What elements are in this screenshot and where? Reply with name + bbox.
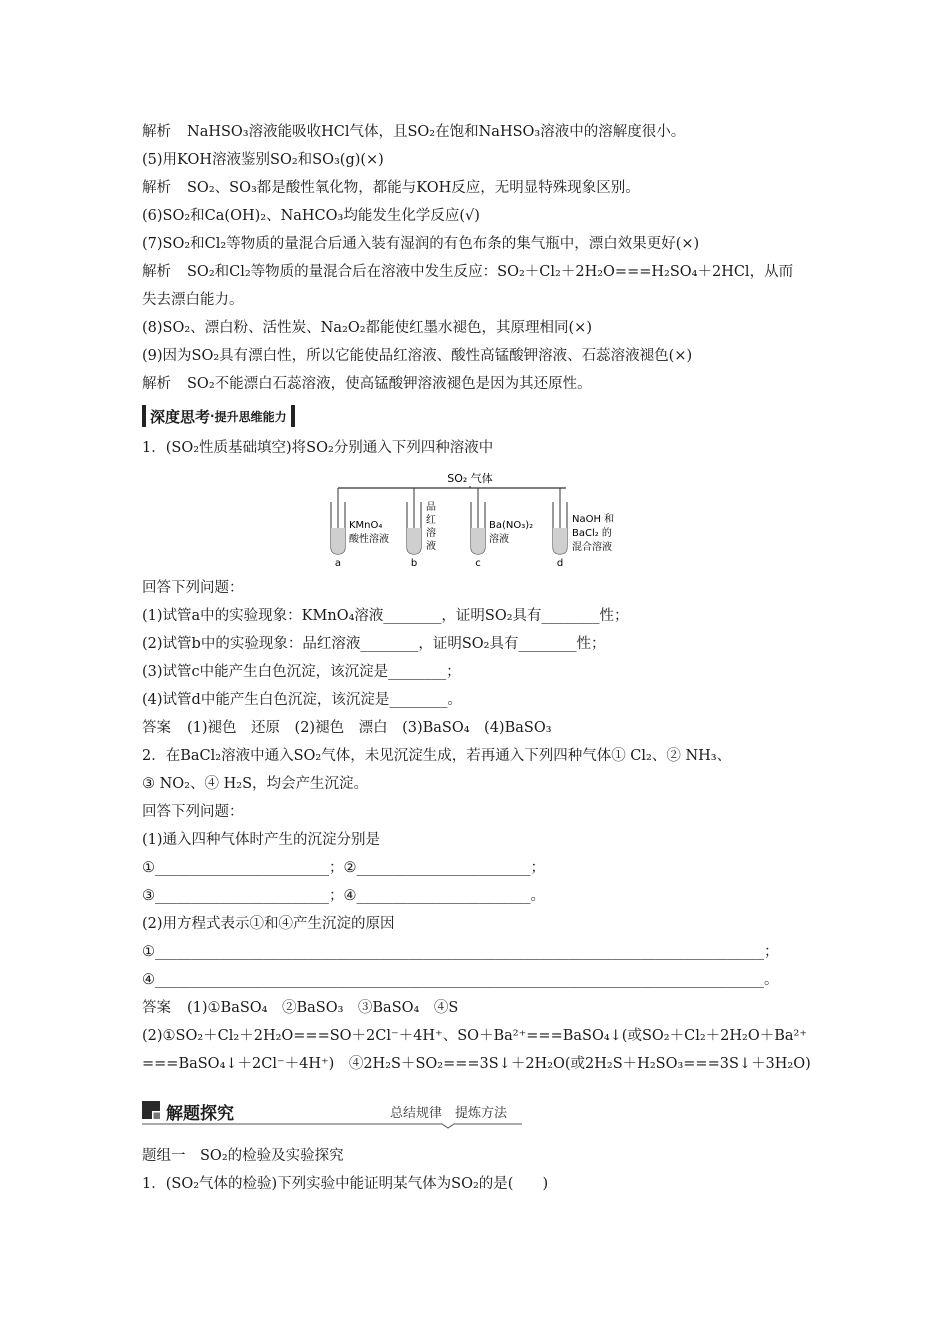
question-2-stem: 2．在BaCl₂溶液中通入SO₂气体，未见沉淀生成，若再通入下列四种气体① Cl₂、② NH₃、	[142, 748, 732, 764]
answer-text: (1)褪色 还原 (2)褪色 漂白 (3)BaSO₄ (4)BaSO₃	[187, 720, 552, 736]
section-subtitle: 总结规律 提炼方法	[390, 1106, 508, 1121]
analysis-text: SO₂、SO₃都是酸性氧化物，都能与KOH反应，无明显特殊现象区别。	[187, 180, 640, 196]
tube-b-label-3: 溶	[426, 528, 436, 539]
statement-line: (5)用KOH溶液鉴别SO₂和SO₃(g)(×)	[142, 152, 384, 168]
tube-b-label-2: 红	[426, 515, 436, 526]
section-header	[142, 1096, 522, 1128]
deep-thinking-banner	[142, 403, 295, 429]
question-1-item: (3)试管c中能产生白色沉淀，该沉淀是________；	[142, 664, 461, 680]
tube-c-letter: c	[475, 558, 481, 569]
statement-line: (7)SO₂和Cl₂等物质的量混合后通入装有湿润的有色布条的集气瓶中，漂白效果更好(×)	[142, 236, 700, 252]
analysis-label: 解析	[142, 376, 171, 392]
section-title: 解题探究	[166, 1104, 234, 1124]
question-2-stem-continued: ③ NO₂、④ H₂S，均会产生沉淀。	[142, 776, 368, 792]
analysis-text: SO₂和Cl₂等物质的量混合后在溶液中发生反应：SO₂＋Cl₂＋2H₂O===H₂SO₄＋2HCl，从而	[187, 264, 794, 280]
group-question-1: 1．(SO₂气体的检验)下列实验中能证明某气体为SO₂的是( )	[142, 1176, 549, 1192]
tube-c-label-1: Ba(NO₃)₂	[489, 520, 534, 531]
question-2-sub-2: (2)用方程式表示①和④产生沉淀的原因	[142, 916, 395, 932]
banner-title: 深度思考	[150, 407, 211, 426]
banner-subtitle: 提升思维能力	[214, 409, 287, 424]
question-2-blank-4: ④____________________________________________________________________________________。	[142, 972, 779, 988]
question-1-item: (1)试管a中的实验现象：KMnO₄溶液________，证明SO₂具有________性；	[142, 608, 629, 624]
tube-b-liquid	[407, 528, 421, 554]
question-1-stem: 1．(SO₂性质基础填空)将SO₂分别通入下列四种溶液中	[142, 440, 494, 456]
gas-label: SO₂ 气体	[447, 472, 493, 485]
tube-d-letter: d	[556, 558, 564, 569]
analysis-label: 解析	[142, 124, 171, 140]
tube-b	[407, 488, 436, 569]
tube-c-liquid	[471, 528, 485, 554]
banner-left-bracket	[142, 405, 146, 427]
statement-line: (6)SO₂和Ca(OH)₂、NaHCO₃均能发生化学反应(√)	[142, 208, 480, 224]
question-2-answer-line-3: ===BaSO₄↓＋2Cl⁻＋4H⁺) ④2H₂S＋SO₂===3S↓＋2H₂O(或2H₂S＋H₂SO₃===3S↓＋3H₂O)	[142, 1056, 811, 1072]
answer-label: 答案	[142, 1000, 171, 1016]
answer-text: (1)①BaSO₄ ②BaSO₃ ③BaSO₄ ④S	[187, 1000, 459, 1016]
question-2-answer	[142, 998, 458, 1018]
analysis-label: 解析	[142, 264, 171, 280]
analysis-line	[142, 178, 640, 198]
statement-line: (8)SO₂、漂白粉、活性炭、Na₂O₂都能使红墨水褪色，其原理相同(×)	[142, 320, 592, 336]
tube-d-label-3: 混合溶液	[572, 542, 612, 553]
question-2-blanks-2: ③________________________；④________________________。	[142, 888, 545, 904]
banner-dot: ·	[210, 409, 215, 423]
tube-c	[471, 488, 533, 569]
tube-a-liquid	[331, 528, 345, 554]
group-title: 题组一 SO₂的检验及实验探究	[142, 1148, 344, 1164]
question-2-prompt: 回答下列问题：	[142, 804, 244, 820]
question-2-blank-3: ①____________________________________________________________________________________；	[142, 944, 779, 960]
tube-d-label-2: BaCl₂ 的	[572, 528, 612, 539]
tube-d-liquid	[553, 528, 567, 554]
tube-a-letter: a	[334, 558, 342, 569]
analysis-label: 解析	[142, 180, 171, 196]
test-tube-figure	[320, 470, 640, 570]
analysis-line	[142, 262, 793, 282]
tube-d-label-1: NaOH 和	[572, 514, 615, 525]
tube-b-label-1: 品	[426, 502, 436, 513]
tube-b-label-4: 液	[426, 541, 436, 552]
answer-label: 答案	[142, 720, 171, 736]
tube-c-label-2: 溶液	[489, 534, 509, 545]
tube-a-label-2: 酸性溶液	[349, 534, 389, 545]
question-1-item: (2)试管b中的实验现象：品红溶液________，证明SO₂具有________性；	[142, 636, 606, 652]
question-1-item: (4)试管d中能产生白色沉淀，该沉淀是________。	[142, 692, 462, 708]
tube-b-letter: b	[410, 558, 418, 569]
question-1-answer	[142, 718, 552, 738]
tube-d	[553, 488, 614, 569]
banner-right-bracket	[291, 405, 295, 427]
analysis-line	[142, 122, 685, 142]
section-rule	[142, 1123, 522, 1129]
tube-a	[331, 488, 389, 569]
question-2-blanks-1: ①________________________；②________________________；	[142, 860, 545, 876]
tube-a-label-1: KMnO₄	[349, 520, 383, 531]
analysis-line	[142, 374, 592, 394]
statement-line: (9)因为SO₂具有漂白性，所以它能使品红溶液、酸性高锰酸钾溶液、石蕊溶液褪色(×)	[142, 348, 693, 364]
section-square-icon	[142, 1101, 160, 1119]
analysis-text: SO₂不能漂白石蕊溶液，使高锰酸钾溶液褪色是因为其还原性。	[187, 376, 592, 392]
analysis-text: NaHSO₃溶液能吸收HCl气体，且SO₂在饱和NaHSO₃溶液中的溶解度很小。	[187, 124, 686, 140]
continuation-line: 失去漂白能力。	[142, 292, 244, 308]
question-2-answer-line-2: (2)①SO₂＋Cl₂＋2H₂O===SO＋2Cl⁻＋4H⁺、SO＋Ba²⁺===BaSO₄↓(或SO₂＋Cl₂＋2H₂O＋Ba²⁺	[142, 1028, 807, 1044]
question-1-prompt: 回答下列问题：	[142, 580, 244, 596]
question-2-sub-1: (1)通入四种气体时产生的沉淀分别是	[142, 832, 381, 848]
